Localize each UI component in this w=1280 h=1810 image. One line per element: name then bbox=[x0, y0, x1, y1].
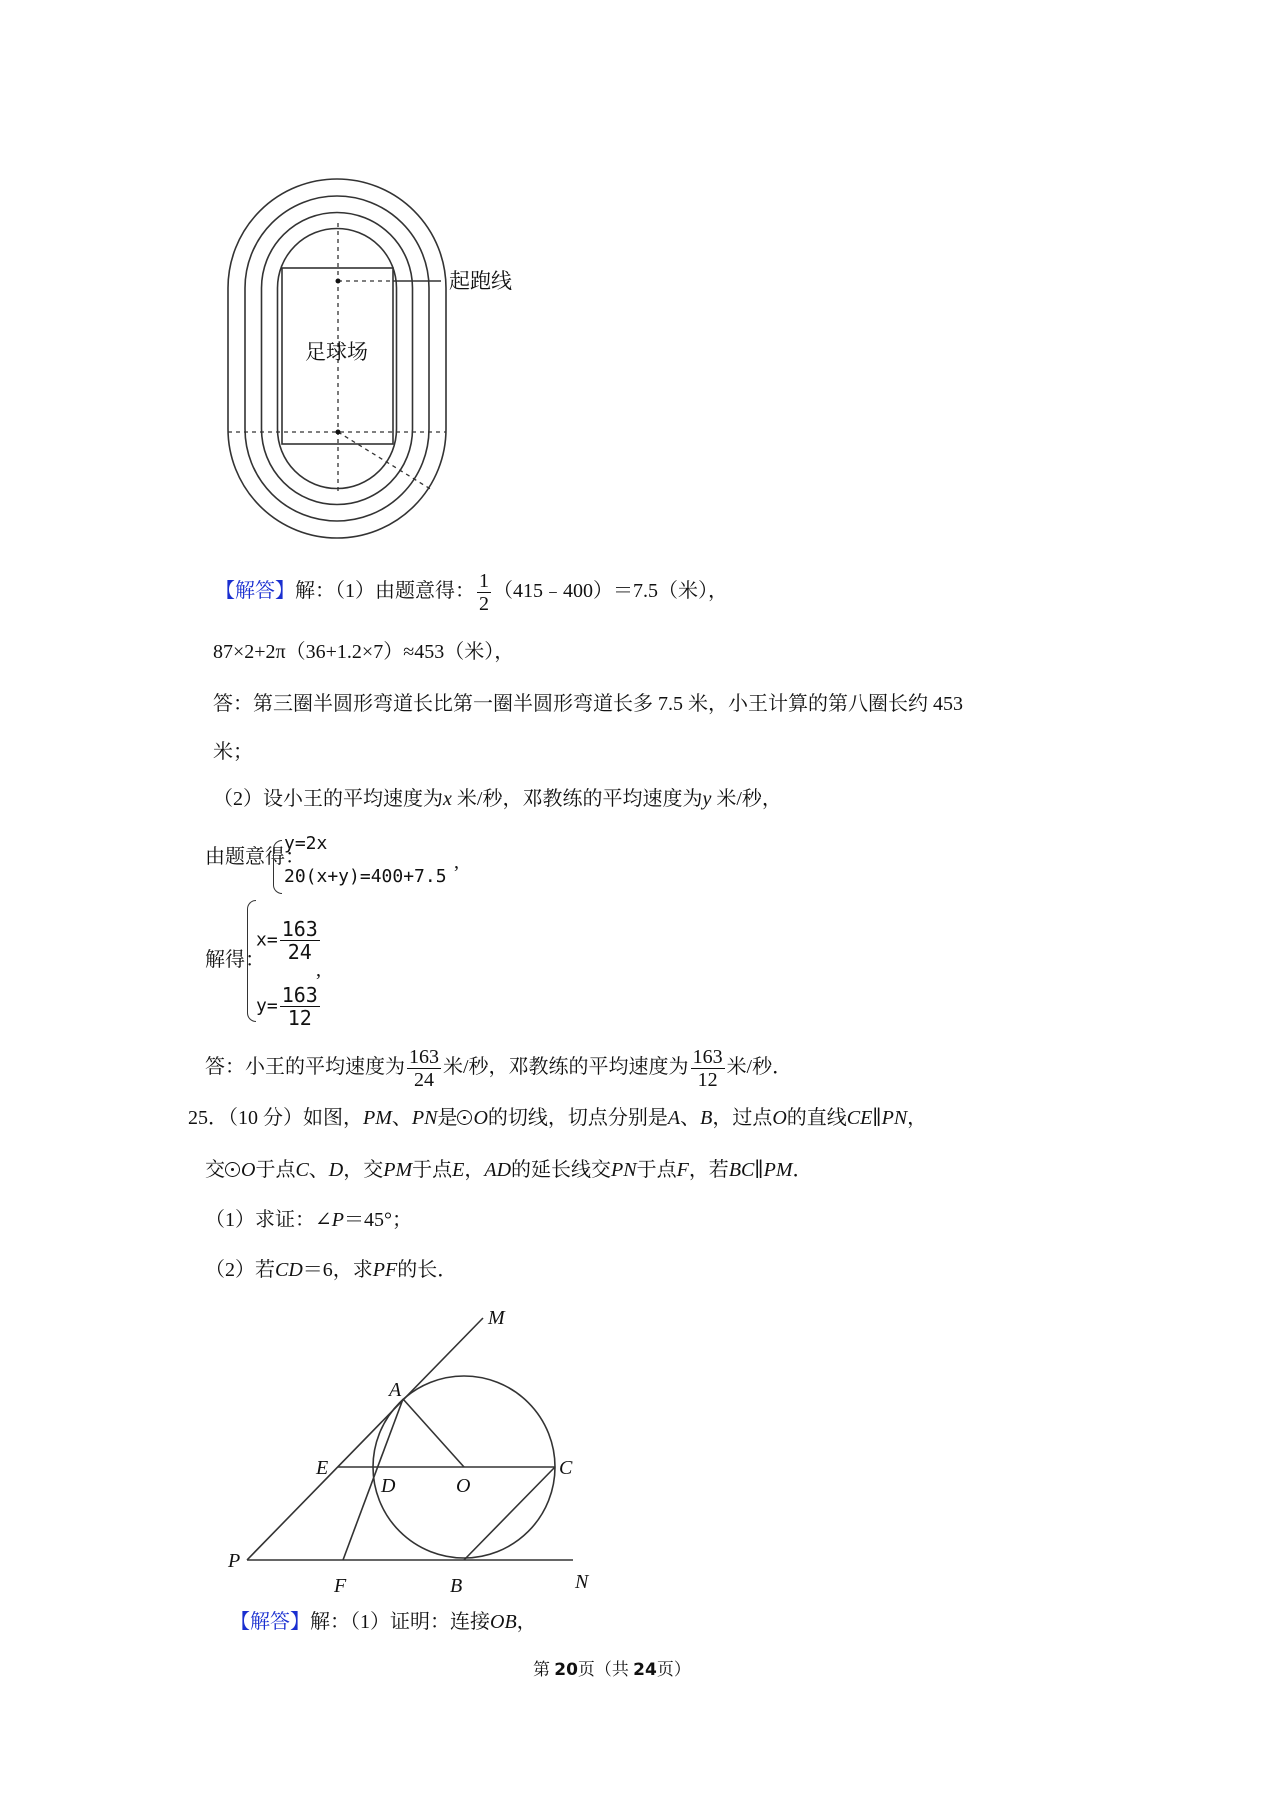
text: 的切线，切点分别是 bbox=[487, 1107, 668, 1129]
solution-25-line-1 bbox=[230, 1610, 537, 1634]
label-O: O bbox=[456, 1475, 471, 1497]
text: 第 bbox=[533, 1660, 555, 1679]
var: x bbox=[443, 788, 452, 810]
label-A: A bbox=[389, 1379, 402, 1401]
text: ，若 bbox=[688, 1159, 729, 1181]
var: PN bbox=[881, 1107, 908, 1129]
var: CD bbox=[275, 1259, 303, 1281]
page-number: 20 bbox=[554, 1660, 578, 1680]
text: 的直线 bbox=[786, 1107, 847, 1129]
numerator: 163 bbox=[409, 1046, 439, 1068]
numerator: 1 bbox=[479, 570, 489, 592]
text: ， bbox=[907, 1107, 928, 1129]
var: E bbox=[452, 1159, 465, 1181]
text: 是 bbox=[437, 1107, 458, 1129]
page-footer bbox=[533, 1658, 691, 1682]
var: O bbox=[473, 1107, 488, 1129]
var: PF bbox=[372, 1259, 398, 1281]
var: y bbox=[702, 788, 712, 810]
fraction bbox=[691, 1046, 725, 1091]
brace bbox=[273, 840, 282, 894]
text: 交 bbox=[205, 1159, 225, 1181]
var: C bbox=[295, 1159, 309, 1181]
equation-1: y=2x bbox=[284, 833, 328, 854]
fraction bbox=[280, 918, 320, 963]
var: PM bbox=[763, 1159, 793, 1181]
text: 、 bbox=[308, 1159, 329, 1181]
label-F: F bbox=[334, 1575, 347, 1597]
var: P bbox=[331, 1209, 344, 1231]
label-B: B bbox=[450, 1575, 463, 1597]
text: ． bbox=[792, 1159, 813, 1181]
text: 的长． bbox=[397, 1259, 458, 1281]
text: x= bbox=[256, 929, 278, 951]
numerator: 163 bbox=[692, 1046, 723, 1068]
var: PN bbox=[611, 1159, 637, 1181]
football-field-label: 足球场 bbox=[305, 340, 368, 364]
var: OB bbox=[490, 1611, 517, 1633]
denominator: 24 bbox=[414, 1069, 434, 1091]
text: ＝45°； bbox=[343, 1209, 412, 1231]
text: 米/秒，邓教练的平均速度为 bbox=[451, 788, 703, 810]
text: 米/秒． bbox=[726, 1056, 793, 1079]
equation-2: 20(x+y)=400+7.5 bbox=[284, 866, 447, 887]
text: 米/秒， bbox=[711, 788, 782, 810]
var: A bbox=[667, 1107, 681, 1129]
circle-O bbox=[373, 1376, 555, 1558]
answer-tag: 【解答】 bbox=[230, 1611, 310, 1633]
denominator: 12 bbox=[697, 1069, 718, 1091]
var: B bbox=[700, 1107, 713, 1129]
label-P: P bbox=[228, 1550, 241, 1572]
brace bbox=[247, 900, 256, 1022]
answer-tag: 【解答】 bbox=[215, 580, 295, 603]
question-25-line-1 bbox=[188, 1106, 927, 1130]
text: 于点 bbox=[412, 1159, 453, 1181]
text: （1）求证：∠ bbox=[205, 1209, 332, 1231]
var: O bbox=[772, 1107, 787, 1129]
label-D: D bbox=[381, 1475, 396, 1497]
var: O bbox=[241, 1159, 256, 1181]
solution-y bbox=[256, 984, 322, 1029]
start-line-label: 起跑线 bbox=[449, 269, 512, 293]
denominator: 12 bbox=[287, 1006, 312, 1030]
var: BC bbox=[728, 1159, 755, 1181]
var: AD bbox=[484, 1159, 512, 1181]
equation-label: 由题意得： bbox=[205, 846, 305, 868]
text: 、 bbox=[680, 1107, 701, 1129]
label-M: M bbox=[488, 1307, 505, 1329]
label-C: C bbox=[559, 1457, 573, 1479]
var: PM bbox=[383, 1159, 413, 1181]
label-E: E bbox=[316, 1457, 329, 1479]
line-PM bbox=[247, 1318, 483, 1560]
text: 25．（10 分）如图， bbox=[188, 1107, 363, 1129]
fraction bbox=[477, 570, 491, 615]
text: 页） bbox=[656, 1660, 691, 1679]
solution-x bbox=[256, 918, 322, 963]
question-25-part-2 bbox=[205, 1258, 457, 1282]
text: 页（共 bbox=[577, 1660, 634, 1679]
denominator: 24 bbox=[287, 940, 312, 964]
text: ，过点 bbox=[712, 1107, 773, 1129]
var: PN bbox=[411, 1107, 438, 1129]
var: PM bbox=[363, 1107, 392, 1129]
solution-line-1 bbox=[215, 570, 728, 615]
text: 米/秒，邓教练的平均速度为 bbox=[443, 1056, 689, 1079]
numerator: 163 bbox=[281, 983, 318, 1007]
question-25-line-2 bbox=[205, 1158, 813, 1182]
running-track-figure bbox=[0, 0, 1280, 603]
text: 于点 bbox=[255, 1159, 296, 1181]
text: 答：小王的平均速度为 bbox=[205, 1056, 405, 1079]
text: ∥ bbox=[872, 1107, 882, 1129]
text: ， bbox=[516, 1611, 537, 1633]
text: 的延长线交 bbox=[511, 1159, 612, 1181]
text: （415﹣400）＝7.5（米）， bbox=[493, 580, 728, 603]
text: （2）若 bbox=[205, 1259, 275, 1281]
text: 解：（1）由题意得： bbox=[295, 580, 475, 603]
text: （2）设小王的平均速度为 bbox=[213, 788, 443, 810]
var: F bbox=[676, 1159, 689, 1181]
numerator: 163 bbox=[281, 917, 318, 941]
text: 解：（1）证明：连接 bbox=[310, 1611, 490, 1633]
text: ＝6，求 bbox=[302, 1259, 373, 1281]
segment-AO bbox=[403, 1399, 464, 1467]
var: CE bbox=[846, 1107, 873, 1129]
segment-BC bbox=[464, 1467, 555, 1560]
question-25-part-1 bbox=[205, 1208, 412, 1232]
solve-label: 解得： bbox=[205, 949, 265, 971]
solution-answer-line bbox=[205, 1046, 792, 1091]
denominator: 2 bbox=[479, 593, 489, 615]
text: ， bbox=[464, 1159, 485, 1181]
comma: , bbox=[454, 851, 459, 873]
solution-line-3: 答：第三圈半圆形弯道长比第一圈半圆形弯道长多 7.5 米，小王计算的第八圈长约 453 bbox=[213, 693, 963, 715]
circle-symbol-icon bbox=[457, 1110, 472, 1125]
text: y= bbox=[256, 995, 278, 1017]
fraction bbox=[280, 984, 320, 1029]
var: D bbox=[328, 1159, 344, 1181]
total-pages: 24 bbox=[633, 1660, 657, 1680]
solution-line-5 bbox=[213, 787, 782, 811]
text: 、 bbox=[391, 1107, 412, 1129]
circle-symbol-icon bbox=[225, 1162, 240, 1177]
text: ∥ bbox=[754, 1159, 764, 1181]
comma: , bbox=[316, 959, 321, 981]
fraction bbox=[407, 1046, 441, 1091]
text: ，交 bbox=[343, 1159, 384, 1181]
solution-line-4: 米； bbox=[213, 741, 253, 763]
label-N: N bbox=[575, 1571, 589, 1593]
text: 于点 bbox=[636, 1159, 677, 1181]
solution-line-2: 87×2+2π（36+1.2×7）≈453（米）， bbox=[213, 641, 515, 663]
